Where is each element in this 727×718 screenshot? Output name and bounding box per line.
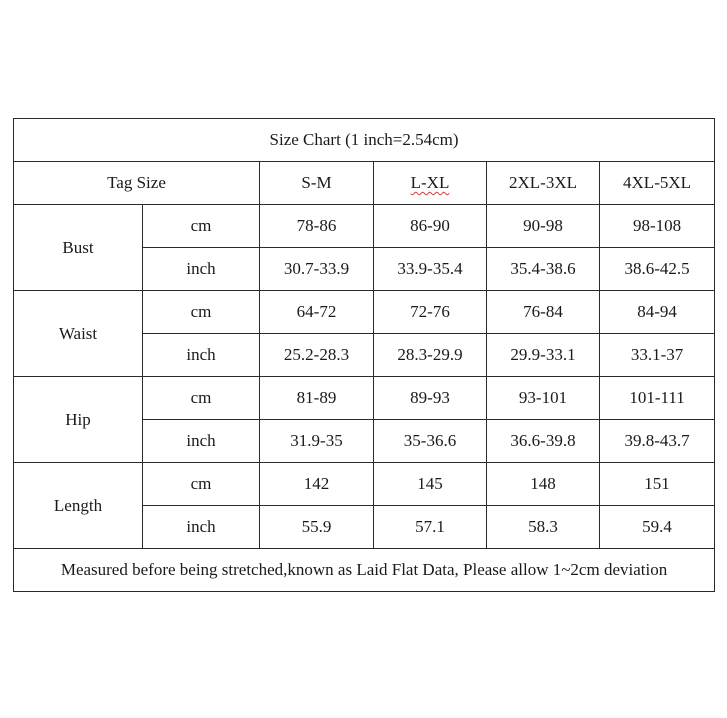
size-header-4xl-5xl: 4XL-5XL	[600, 162, 715, 205]
table-cell: 36.6-39.8	[487, 420, 600, 463]
size-header-l-xl-text: L-XL	[410, 173, 450, 192]
table-row	[14, 205, 715, 248]
table-cell: 76-84	[487, 291, 600, 334]
table-cell: 89-93	[374, 377, 487, 420]
table-cell: 148	[487, 463, 600, 506]
size-header-l-xl	[374, 162, 487, 205]
table-cell: 84-94	[600, 291, 715, 334]
table-cell: 39.8-43.7	[600, 420, 715, 463]
measure-label-bust: Bust	[14, 205, 143, 291]
table-cell: 35-36.6	[374, 420, 487, 463]
table-cell: 72-76	[374, 291, 487, 334]
table-cell: 55.9	[260, 506, 374, 549]
table-cell: 30.7-33.9	[260, 248, 374, 291]
table-cell: 58.3	[487, 506, 600, 549]
unit-label: inch	[143, 420, 260, 463]
table-row	[14, 463, 715, 506]
unit-label: cm	[143, 205, 260, 248]
table-cell: 98-108	[600, 205, 715, 248]
unit-label: cm	[143, 463, 260, 506]
size-header-2xl-3xl: 2XL-3XL	[487, 162, 600, 205]
table-cell: 33.1-37	[600, 334, 715, 377]
table-cell: 33.9-35.4	[374, 248, 487, 291]
table-cell: 31.9-35	[260, 420, 374, 463]
measure-label-hip: Hip	[14, 377, 143, 463]
title-row	[14, 119, 715, 162]
table-cell: 64-72	[260, 291, 374, 334]
table-cell: 145	[374, 463, 487, 506]
table-cell: 25.2-28.3	[260, 334, 374, 377]
table-cell: 28.3-29.9	[374, 334, 487, 377]
unit-label: inch	[143, 506, 260, 549]
table-cell: 59.4	[600, 506, 715, 549]
table-row	[14, 291, 715, 334]
table-cell: 38.6-42.5	[600, 248, 715, 291]
unit-label: cm	[143, 291, 260, 334]
tag-size-label: Tag Size	[14, 162, 260, 205]
table-cell: 81-89	[260, 377, 374, 420]
size-chart-table	[13, 118, 715, 592]
unit-label: inch	[143, 248, 260, 291]
table-cell: 86-90	[374, 205, 487, 248]
unit-label: cm	[143, 377, 260, 420]
size-header-row	[14, 162, 715, 205]
table-cell: 101-111	[600, 377, 715, 420]
table-title: Size Chart (1 inch=2.54cm)	[14, 119, 715, 162]
measurement-note: Measured before being stretched,known as Laid Flat Data, Please allow 1~2cm deviation	[14, 549, 715, 592]
table-cell: 93-101	[487, 377, 600, 420]
table-cell: 90-98	[487, 205, 600, 248]
table-row	[14, 377, 715, 420]
table-cell: 29.9-33.1	[487, 334, 600, 377]
table-cell: 35.4-38.6	[487, 248, 600, 291]
measure-label-length: Length	[14, 463, 143, 549]
measure-label-waist: Waist	[14, 291, 143, 377]
table-cell: 57.1	[374, 506, 487, 549]
table-cell: 142	[260, 463, 374, 506]
note-row	[14, 549, 715, 592]
table-cell: 78-86	[260, 205, 374, 248]
size-header-s-m: S-M	[260, 162, 374, 205]
table-cell: 151	[600, 463, 715, 506]
unit-label: inch	[143, 334, 260, 377]
